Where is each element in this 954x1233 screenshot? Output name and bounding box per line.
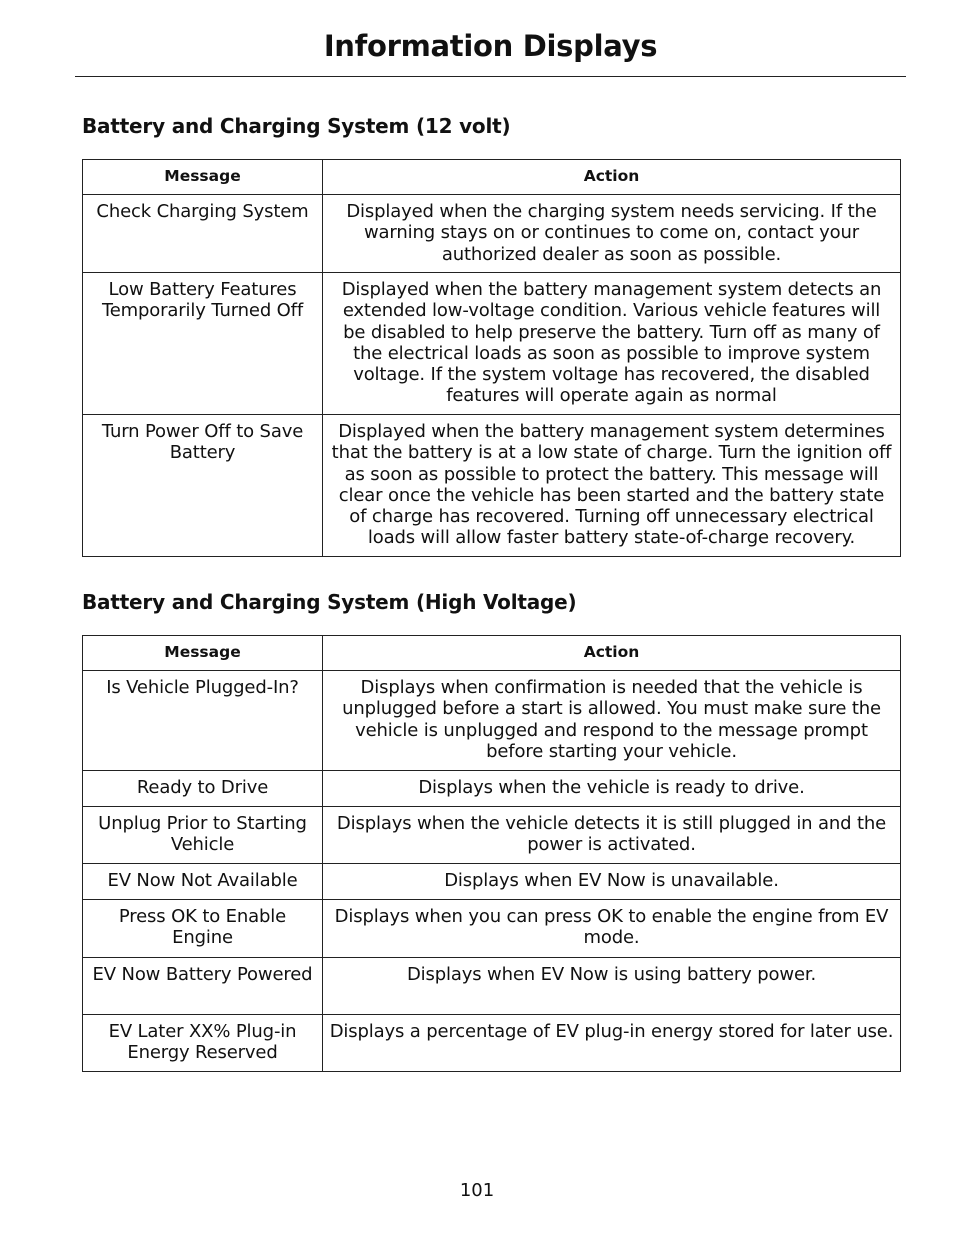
table-high-voltage-messages [82,635,901,1072]
action-cell: Displays when EV Now is using battery power. [323,958,901,1015]
column-header-message: Message [83,636,323,671]
column-header-message: Message [83,160,323,195]
page-header [75,0,906,77]
message-cell: Ready to Drive [83,771,323,807]
table-row [83,958,901,1015]
table-header-row [83,636,901,671]
action-cell: Displays when the vehicle is ready to drive. [323,771,901,807]
table-row [83,771,901,807]
action-cell: Displays when you can press OK to enable the engine from EV mode. [323,900,901,958]
section-title-12-volt: Battery and Charging System (12 volt) [82,114,511,138]
table-row [83,1015,901,1072]
action-cell: Displayed when the battery management system detects an extended low-voltage condition. Various vehicle features will be disabled to help preserve the battery. Turn off as many of the electrical loads as soon as possible to improve system voltage. If the system voltage has recovered, the disabled features will operate again as normal [323,273,901,415]
message-cell: Turn Power Off to Save Battery [83,415,323,557]
table-row [83,415,901,557]
message-cell: EV Now Not Available [83,864,323,900]
table-row [83,807,901,864]
action-cell: Displayed when the charging system needs servicing. If the warning stays on or continues to come on, contact your authorized dealer as soon as possible. [323,195,901,273]
message-cell: Is Vehicle Plugged-In? [83,671,323,771]
message-cell: EV Now Battery Powered [83,958,323,1015]
page-title: Information Displays [323,29,658,63]
action-cell: Displayed when the battery management system determines that the battery is at a low state of charge. Turn the ignition off as soon as possible to protect the battery. This message will clear once the vehicle has been started and the battery state of charge has recovered. Turning off unnecessary electrical loads will allow faster battery state-of-charge recovery. [323,415,901,557]
column-header-action: Action [323,160,901,195]
table-row [83,195,901,273]
message-cell: EV Later XX% Plug-in Energy Reserved [83,1015,323,1072]
table-12-volt-messages [82,159,901,557]
message-cell: Low Battery Features Temporarily Turned Off [83,273,323,415]
table-row [83,671,901,771]
page-number: 101 [459,1180,495,1201]
message-cell: Press OK to Enable Engine [83,900,323,958]
message-cell: Check Charging System [83,195,323,273]
action-cell: Displays a percentage of EV plug-in energy stored for later use. [323,1015,901,1072]
message-cell: Unplug Prior to Starting Vehicle [83,807,323,864]
column-header-action: Action [323,636,901,671]
table-header-row [83,160,901,195]
action-cell: Displays when EV Now is unavailable. [323,864,901,900]
action-cell: Displays when confirmation is needed that the vehicle is unplugged before a start is allowed. You must make sure the vehicle is unplugged and respond to the message prompt before starting your vehicle. [323,671,901,771]
table-row [83,864,901,900]
action-cell: Displays when the vehicle detects it is still plugged in and the power is activated. [323,807,901,864]
section-title-high-voltage: Battery and Charging System (High Voltage) [82,590,577,614]
table-row [83,273,901,415]
table-row [83,900,901,958]
